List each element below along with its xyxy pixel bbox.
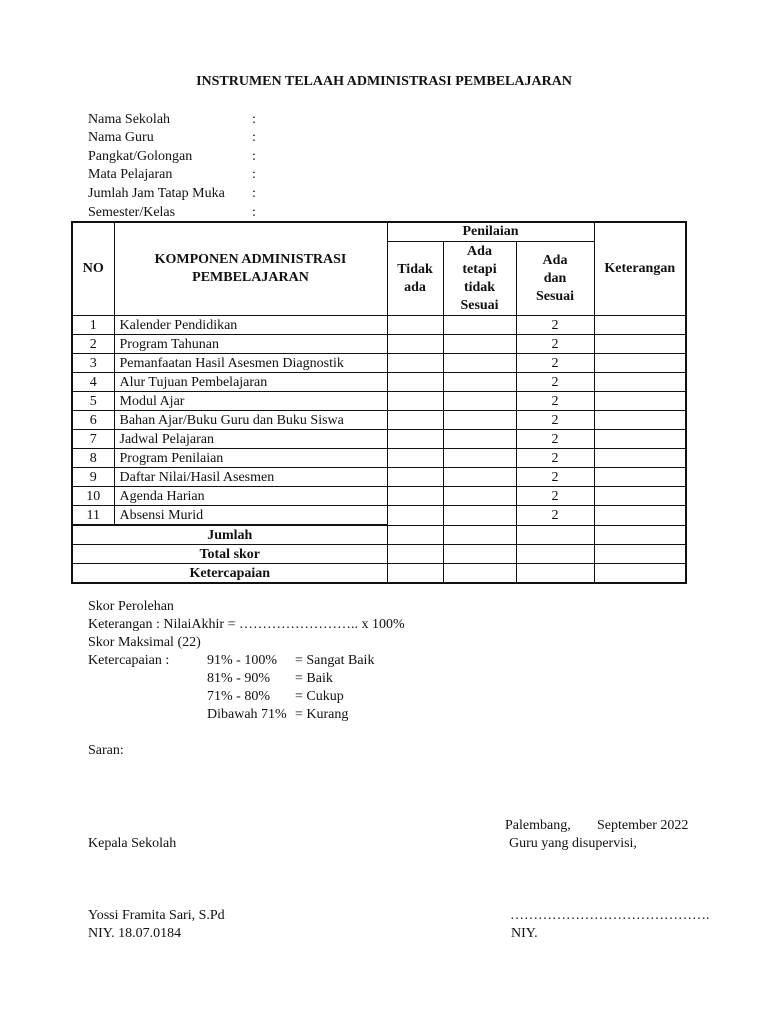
row-komponen: Pemanfaatan Hasil Asesmen Diagnostik [114, 354, 387, 373]
table-row [72, 468, 686, 487]
field-separator: : [252, 167, 256, 182]
row-no: 9 [72, 468, 114, 487]
row-komponen: Program Penilaian [114, 449, 387, 468]
summary-cell [516, 564, 594, 584]
kepala-sekolah-niy: NIY. 18.07.0184 [88, 926, 182, 941]
field-label: Semester/Kelas [88, 205, 176, 220]
cell-tidak-ada [387, 506, 443, 526]
guru-niy: NIY. [511, 926, 538, 941]
level-range: 91% - 100% [207, 653, 277, 668]
skor-maksimal: Skor Maksimal (22) [88, 635, 201, 650]
cell-ada-sesuai: 2 [516, 468, 594, 487]
summary-cell [594, 564, 686, 584]
summary-cell [387, 545, 443, 564]
cell-ada-sesuai: 2 [516, 373, 594, 392]
cell-ada-sesuai: 2 [516, 430, 594, 449]
field-nama-guru [88, 128, 388, 147]
summary-cell [443, 525, 516, 545]
table-row [72, 354, 686, 373]
cell-keterangan [594, 449, 686, 468]
header-no: NO [72, 222, 114, 316]
level-range: Dibawah 71% [207, 707, 287, 722]
summary-cell [516, 545, 594, 564]
field-separator: : [252, 186, 256, 201]
table-row [72, 449, 686, 468]
cell-keterangan [594, 354, 686, 373]
level-result: = Sangat Baik [295, 653, 375, 668]
cell-tidak-ada [387, 316, 443, 335]
cell-ada-tidak-sesuai [443, 468, 516, 487]
cell-tidak-ada [387, 354, 443, 373]
header-komponen-line1: KOMPONEN ADMINISTRASI [154, 252, 347, 267]
row-no: 2 [72, 335, 114, 354]
table-row [72, 392, 686, 411]
cell-keterangan [594, 411, 686, 430]
cell-ada-tidak-sesuai [443, 506, 516, 526]
cell-tidak-ada [387, 392, 443, 411]
cell-ada-sesuai: 2 [516, 449, 594, 468]
header-komponen [114, 222, 387, 316]
cell-ada-sesuai: 2 [516, 411, 594, 430]
cell-keterangan [594, 430, 686, 449]
cell-ada-tidak-sesuai [443, 373, 516, 392]
header-ada-sesuai-line2: dan [543, 270, 567, 286]
header-tidak-ada-line1: Tidak [397, 261, 433, 277]
table-row [72, 506, 686, 526]
summary-row-total-skor [72, 545, 686, 564]
header-ada-tidak-line4: Sesuai [460, 297, 499, 313]
cell-ada-sesuai: 2 [516, 354, 594, 373]
cell-ada-sesuai: 2 [516, 487, 594, 506]
cell-ada-sesuai: 2 [516, 506, 594, 526]
header-ada-tidak-line3: tidak [463, 279, 496, 295]
row-no: 5 [72, 392, 114, 411]
signature-date: September 2022 [597, 818, 689, 833]
summary-row-jumlah [72, 525, 686, 545]
field-pangkat-golongan [88, 147, 388, 166]
summary-cell [516, 525, 594, 545]
header-ada-sesuai [516, 242, 594, 316]
row-komponen: Bahan Ajar/Buku Guru dan Buku Siswa [114, 411, 387, 430]
row-no: 7 [72, 430, 114, 449]
cell-ada-sesuai: 2 [516, 335, 594, 354]
cell-tidak-ada [387, 411, 443, 430]
row-no: 3 [72, 354, 114, 373]
summary-cell [387, 564, 443, 584]
cell-ada-sesuai: 2 [516, 392, 594, 411]
kepala-sekolah-name: Yossi Framita Sari, S.Pd [88, 908, 225, 923]
summary-cell [387, 525, 443, 545]
field-separator: : [252, 112, 256, 127]
cell-ada-tidak-sesuai [443, 430, 516, 449]
cell-keterangan [594, 487, 686, 506]
row-komponen: Absensi Murid [114, 506, 387, 526]
table-row [72, 411, 686, 430]
level-result: = Cukup [295, 689, 344, 704]
level-range: 71% - 80% [207, 689, 270, 704]
summary-cell [594, 545, 686, 564]
summary-cell [443, 545, 516, 564]
header-tidak-ada [387, 242, 443, 316]
table-row [72, 430, 686, 449]
field-label: Mata Pelajaran [88, 167, 173, 182]
row-komponen: Modul Ajar [114, 392, 387, 411]
field-separator: : [252, 149, 256, 164]
cell-ada-tidak-sesuai [443, 316, 516, 335]
row-komponen: Daftar Nilai/Hasil Asesmen [114, 468, 387, 487]
field-jumlah-jam [88, 184, 388, 203]
ketercapaian-label: Ketercapaian : [88, 653, 170, 668]
skor-perolehan: Skor Perolehan [88, 599, 174, 614]
row-no: 11 [72, 506, 114, 526]
saran-label: Saran: [88, 743, 124, 758]
header-tidak-ada-line2: ada [404, 279, 426, 295]
summary-label: Jumlah [72, 525, 387, 545]
cell-keterangan [594, 506, 686, 526]
cell-keterangan [594, 392, 686, 411]
cell-ada-tidak-sesuai [443, 354, 516, 373]
kepala-sekolah-role: Kepala Sekolah [88, 836, 177, 851]
row-no: 8 [72, 449, 114, 468]
row-komponen: Program Tahunan [114, 335, 387, 354]
keterangan-formula: Keterangan : NilaiAkhir = …………………….. x 100% [88, 617, 405, 632]
header-ada-tidak-line1: Ada [467, 243, 492, 259]
level-result: = Kurang [295, 707, 349, 722]
cell-tidak-ada [387, 373, 443, 392]
cell-tidak-ada [387, 335, 443, 354]
cell-keterangan [594, 316, 686, 335]
field-separator: : [252, 205, 256, 220]
level-range: 81% - 90% [207, 671, 270, 686]
field-label: Pangkat/Golongan [88, 149, 193, 164]
row-komponen: Alur Tujuan Pembelajaran [114, 373, 387, 392]
document-title: INSTRUMEN TELAAH ADMINISTRASI PEMBELAJARAN [196, 74, 572, 89]
summary-cell [443, 564, 516, 584]
field-separator: : [252, 130, 256, 145]
table-row [72, 335, 686, 354]
cell-tidak-ada [387, 487, 443, 506]
field-mata-pelajaran [88, 165, 388, 184]
signature-place: Palembang, [505, 818, 571, 833]
header-komponen-line2: PEMBELAJARAN [192, 270, 309, 285]
cell-tidak-ada [387, 468, 443, 487]
cell-keterangan [594, 373, 686, 392]
cell-keterangan [594, 468, 686, 487]
cell-keterangan [594, 335, 686, 354]
row-komponen: Kalender Pendidikan [114, 316, 387, 335]
cell-ada-sesuai: 2 [516, 316, 594, 335]
row-no: 1 [72, 316, 114, 335]
table-row [72, 487, 686, 506]
guru-name-placeholder: ……………………………………. [510, 908, 710, 923]
summary-label: Ketercapaian [72, 564, 387, 584]
table-row [72, 373, 686, 392]
header-ada-tidak-sesuai [443, 242, 516, 316]
cell-ada-tidak-sesuai [443, 392, 516, 411]
summary-label: Total skor [72, 545, 387, 564]
guru-role: Guru yang disupervisi, [509, 836, 637, 851]
table-row [72, 316, 686, 335]
field-nama-sekolah [88, 110, 388, 129]
header-ada-tidak-line2: tetapi [462, 261, 497, 277]
header-ada-sesuai-line1: Ada [542, 252, 568, 268]
cell-tidak-ada [387, 430, 443, 449]
row-komponen: Jadwal Pelajaran [114, 430, 387, 449]
row-no: 10 [72, 487, 114, 506]
cell-ada-tidak-sesuai [443, 449, 516, 468]
row-no: 6 [72, 411, 114, 430]
summary-row-ketercapaian [72, 564, 686, 584]
field-semester-kelas [88, 203, 388, 222]
header-penilaian: Penilaian [387, 222, 594, 242]
cell-ada-tidak-sesuai [443, 335, 516, 354]
level-result: = Baik [295, 671, 333, 686]
cell-tidak-ada [387, 449, 443, 468]
field-label: Nama Guru [88, 130, 154, 145]
assessment-table [71, 221, 687, 584]
row-no: 4 [72, 373, 114, 392]
row-komponen: Agenda Harian [114, 487, 387, 506]
cell-ada-tidak-sesuai [443, 411, 516, 430]
field-label: Jumlah Jam Tatap Muka [88, 186, 225, 201]
cell-ada-tidak-sesuai [443, 487, 516, 506]
summary-cell [594, 525, 686, 545]
field-label: Nama Sekolah [88, 112, 171, 127]
header-keterangan: Keterangan [594, 222, 686, 316]
header-ada-sesuai-line3: Sesuai [535, 288, 575, 304]
